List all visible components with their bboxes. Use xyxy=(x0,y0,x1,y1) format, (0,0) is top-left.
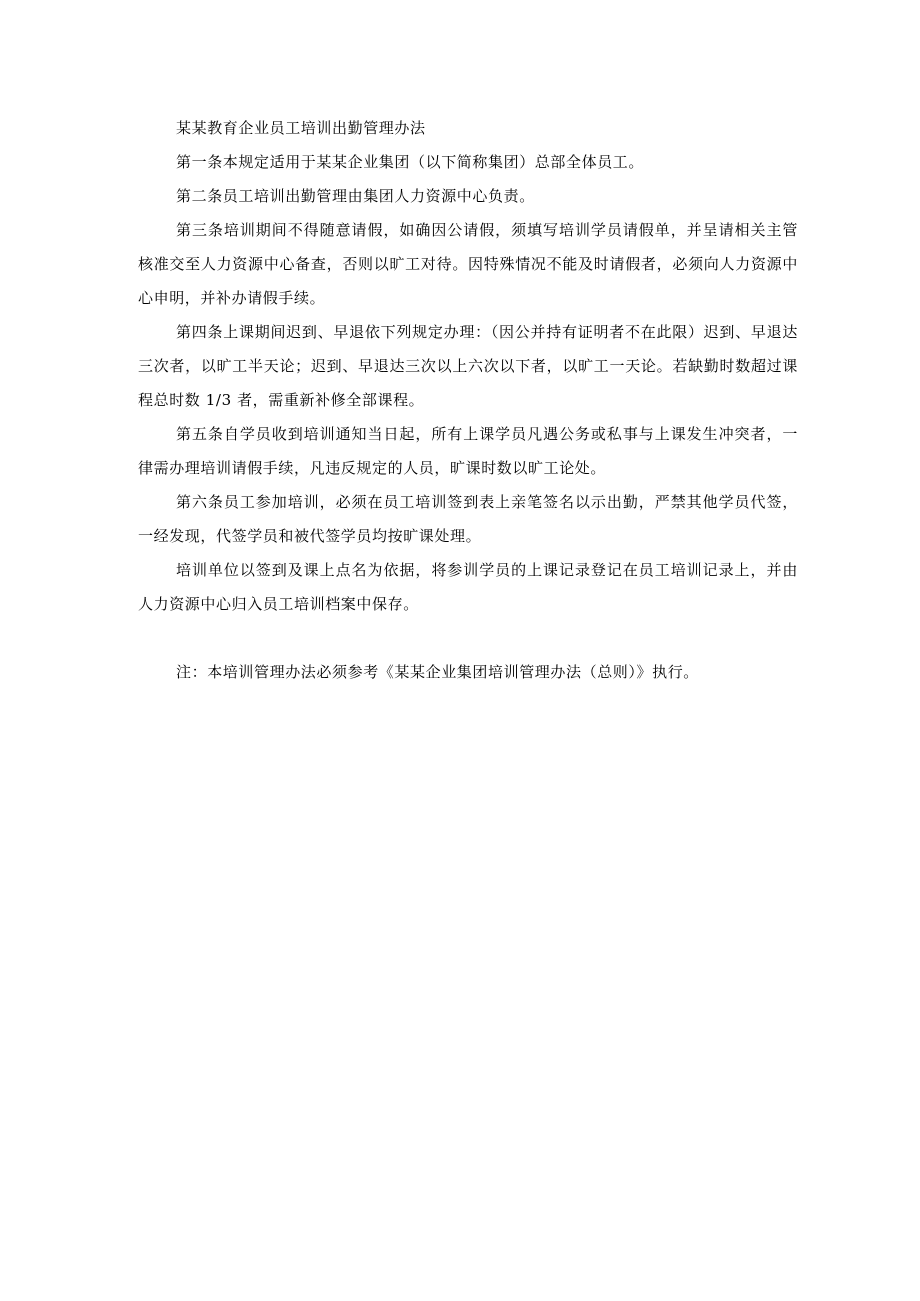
article-3: 第三条培训期间不得随意请假，如确因公请假，须填写培训学员请假单，并呈请相关主管核准交至人力资源中心备查，否则以旷工对待。因特殊情况不能及时请假者，必须向人力资源中心申明，并补办请假手续。 xyxy=(138,221,798,307)
footnote-note: 注：本培训管理办法必须参考《某某企业集团培训管理办法（总则）》执行。 xyxy=(176,663,699,681)
article-2: 第二条员工培训出勤管理由集团人力资源中心负责。 xyxy=(176,187,535,205)
article-1: 第一条本规定适用于某某企业集团（以下简称集团）总部全体员工。 xyxy=(176,153,645,171)
document-body xyxy=(138,111,798,689)
article-4: 第四条上课期间迟到、早退依下列规定办理：（因公并持有证明者不在此限）迟到、早退达三次者，以旷工半天论；迟到、早退达三次以上六次以下者，以旷工一天论。若缺勤时数超过课程总时数 1/3 者，需重新补修全部课程。 xyxy=(138,323,798,409)
document-title: 某某教育企业员工培训出勤管理办法 xyxy=(176,119,426,137)
closing-paragraph: 培训单位以签到及课上点名为依据，将参训学员的上课记录登记在员工培训记录上，并由人力资源中心归入员工培训档案中保存。 xyxy=(138,561,798,613)
article-6: 第六条员工参加培训，必须在员工培训签到表上亲笔签名以示出勤，严禁其他学员代签，一经发现，代签学员和被代签学员均按旷课处理。 xyxy=(138,493,798,545)
article-5: 第五条自学员收到培训通知当日起，所有上课学员凡遇公务或私事与上课发生冲突者，一律需办理培训请假手续，凡违反规定的人员，旷课时数以旷工论处。 xyxy=(138,425,798,477)
